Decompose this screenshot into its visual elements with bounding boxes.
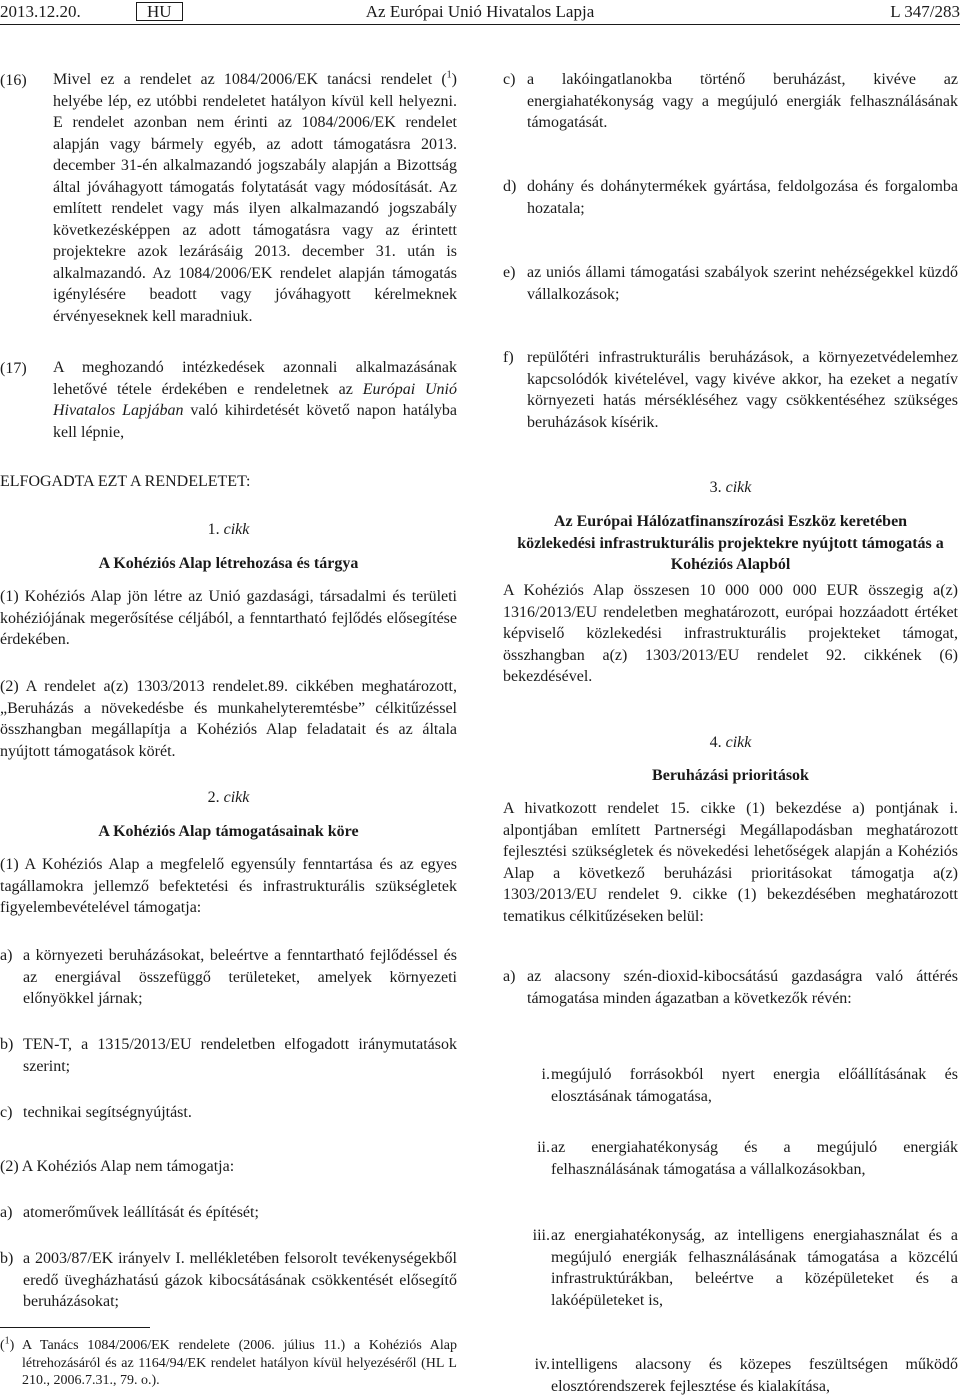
- article-3-title: Az Európai Hálózatfinanszírozási Eszköz keretében közlekedési infrastrukturális projektekre nyújtott támogatás a Kohéziós Alapból: [517, 513, 944, 573]
- priority-a: az alacsony szén-dioxid-kibocsátású gazdaságra való áttérés támogatása minden ágazatban a következők révén:: [527, 968, 958, 1007]
- article-3-word: cikk: [725, 479, 752, 496]
- footnote-rule: [0, 1327, 150, 1328]
- excl-f: repülőtéri infrastrukturális beruházások, a környezetvédelemhez kapcsolódók kivételével, vagy kivéve akkor, ha ezeket a negatív környezeti hatás mérsékléséhez vagy csökkentéséhez szükséges beruházások kísérik.: [527, 349, 958, 431]
- recital-17-journal-ref: Európai Unió Hivatalos Lapjában: [53, 380, 457, 419]
- article-4-heading: [503, 732, 958, 754]
- article-2-excl-b: a 2003/87/EK irányelv I. mellékletében felsorolt tevékenységekből eredő üvegházhatású gázok kibocsátásának csökkentését elősegítő beruházásokat;: [23, 1250, 457, 1310]
- article-2-excl-a: atomerőművek leállítását és építését;: [23, 1204, 259, 1221]
- priority-a-iv: intelligens alacsony és közepes feszültségen működő elosztórendszerek fejlesztése és kialakítása,: [551, 1356, 958, 1395]
- article-2-item-c-label: c): [0, 1104, 13, 1121]
- article-2-number: 2.: [207, 789, 220, 806]
- article-3-heading: [503, 477, 958, 499]
- article-2-item-a-label: a): [0, 947, 13, 964]
- priority-a-iii-label: iii.: [532, 1227, 550, 1244]
- recital-17-text-a: A meghozandó intézkedések azonnali alkalmazásának lehetővé tétele érdekében e rendeletnek az: [53, 359, 457, 398]
- excl-e: az uniós állami támogatási szabályok szerint nehézségekkel küzdő vállalkozások;: [527, 264, 958, 303]
- recital-16-text-a: Mivel ez a rendelet az 1084/2006/EK tanácsi rendelet (: [53, 71, 447, 88]
- article-1-word: cikk: [223, 521, 250, 538]
- recital-17: [53, 357, 457, 443]
- excl-d-label: d): [503, 178, 517, 195]
- article-1-title: A Kohéziós Alap létrehozása és tárgya: [98, 555, 359, 572]
- page-header: [0, 0, 960, 24]
- header-date: 2013.12.20.: [0, 2, 81, 21]
- priority-a-iv-label: iv.: [534, 1356, 550, 1373]
- adopted-statement: ELFOGADTA EZT A RENDELETET:: [0, 473, 251, 490]
- article-4-title: Beruházási prioritások: [652, 767, 809, 784]
- priority-a-iii: az energiahatékonyság, az intelligens energiahasználat és a megújuló energiák felhasználásának támogatása a közcélú infrastruktúrákban, beleértve a középületeket és a lakóépületeket is,: [551, 1227, 958, 1309]
- priority-a-i-label: i.: [541, 1066, 550, 1083]
- priority-a-label: a): [503, 968, 516, 985]
- article-1-number: 1.: [207, 521, 220, 538]
- excl-e-label: e): [503, 264, 516, 281]
- article-2-item-b: TEN-T, a 1315/2013/EU rendeletben elfogadott iránymutatások szerint;: [23, 1036, 457, 1075]
- article-1-para-2: (2) A rendelet a(z) 1303/2013 rendelet.89. cikkében meghatározott, „Beruházás a növekedésbe és munkahelyteremtésbe” célkitűzéssel összhangban megállapítja a Kohéziós Alap feladatait és az általa nyújtott támogatások körét.: [0, 678, 457, 760]
- header-rule: [0, 24, 960, 25]
- article-4-word: cikk: [725, 734, 752, 751]
- article-2-heading: [0, 787, 457, 809]
- article-2-excl-a-label: a): [0, 1204, 13, 1221]
- article-2-item-a: a környezeti beruházásokat, beleértve a fenntartható fejlődéssel és az energiával összefüggő területeket, amelyek környezeti előnyökkel járnak;: [23, 947, 457, 1007]
- header-page-number: L 347/283: [890, 2, 960, 21]
- article-3-para: A Kohéziós Alap összesen 10 000 000 000 EUR összegig a(z) 1316/2013/EU rendeletben meghatározott, európai hozzáadott értéket képviselő közlekedési infrastrukturális projekteket támogat, összhangban a(z) 1303/2013/EU rendelet 92. cikkének (6) bekezdésével.: [503, 582, 958, 685]
- excl-f-label: f): [503, 349, 514, 366]
- footnote-number: 1: [4, 1335, 10, 1347]
- article-2-para-1: (1) A Kohéziós Alap a megfelelő egyensúly fenntartása és az egyes tagállamokra jellemző befektetési és infrastrukturális szükségletek figyelembevételével támogatja:: [0, 856, 457, 916]
- recital-16-number: (16): [0, 72, 27, 89]
- article-2-excl-b-label: b): [0, 1250, 14, 1267]
- excl-d: dohány és dohánytermékek gyártása, feldolgozása és forgalomba hozatala;: [527, 178, 958, 217]
- footnote-text: A Tanács 1084/2006/EK rendelete (2006. július 11.) a Kohéziós Alap létrehozásáról és az 1164/94/EK rendelet hatályon kívül helyezéséről (HL L 210., 2006.7.31., 79. o.).: [22, 1338, 457, 1388]
- article-1-para-1: (1) Kohéziós Alap jön létre az Unió gazdasági, társadalmi és területi kohéziójának megerősítése céljából, a fenntartható fejlődés elősegítése érdekében.: [0, 588, 457, 648]
- recital-17-text-b: való kihirdetését követő napon hatályba kell lépnie,: [53, 402, 458, 441]
- article-2-item-b-label: b): [0, 1036, 14, 1053]
- footnote-marker: ($^1$): [0, 1335, 15, 1353]
- recital-16-text-b: ) helyébe lép, ez utóbbi rendeletet hatályon kívül kell helyezni. E rendelet azonban nem érinti az 1084/2006/EK rendelet alapján vagy bármely egyéb, az adott támogatásra 2013. december 31-én alkalmazandó jogszabály alapján a Bizottság által jóváhagyott támogatás folytatását vagy módosítását. Az említett rendelet vagy más ilyen alkalmazandó jogszabály következésképpen az adott támogatásra vagy az érintett projektekre azok lezárásáig 2013. december 31. után is alkalmazandó. Az 1084/2006/EK rendelet alapján támogatás igénylésére beadott vagy jóváhagyott kérelmeknek érvényeseknek kell maradniuk.: [53, 71, 457, 325]
- article-1-heading: [0, 519, 457, 541]
- article-4-para: A hivatkozott rendelet 15. cikke (1) bekezdése a) pontjának i. alpontjában említett Partnerségi Megállapodásban meghatározott fejlesztési szükségletek és növekedési lehetőségek alapján a Kohéziós Alap a következő beruházási prioritásokat támogatja a(z) 1303/2013/EU rendelet 9. cikke (1) bekezdésében meghatározott tematikus célkitűzéseken belül:: [503, 800, 958, 925]
- priority-a-ii-label: ii.: [537, 1139, 550, 1156]
- priority-a-i: megújuló forrásokból nyert energia előállításának és elosztásának támogatása,: [551, 1066, 958, 1105]
- priority-a-ii: az energiahatékonyság és a megújuló energiák felhasználásának támogatása a vállalkozásokban,: [551, 1139, 958, 1178]
- article-4-number: 4.: [709, 734, 722, 751]
- recital-16: [53, 69, 457, 327]
- article-3-number: 3.: [709, 479, 722, 496]
- language-badge: HU: [136, 2, 183, 21]
- article-2-para-2: (2) A Kohéziós Alap nem támogatja:: [0, 1158, 235, 1175]
- article-2-item-c: technikai segítségnyújtást.: [23, 1104, 192, 1121]
- article-2-word: cikk: [223, 789, 250, 806]
- journal-title: Az Európai Unió Hivatalos Lapja: [365, 2, 595, 21]
- footnote-ref: 1: [446, 69, 452, 81]
- excl-c: a lakóingatlanokba történő beruházást, kivéve az energiahatékonyság vagy a megújuló energiák felhasználásának támogatását.: [527, 71, 958, 131]
- recital-17-number: (17): [0, 360, 27, 377]
- excl-c-label: c): [503, 71, 516, 88]
- article-2-title: A Kohéziós Alap támogatásainak köre: [98, 823, 359, 840]
